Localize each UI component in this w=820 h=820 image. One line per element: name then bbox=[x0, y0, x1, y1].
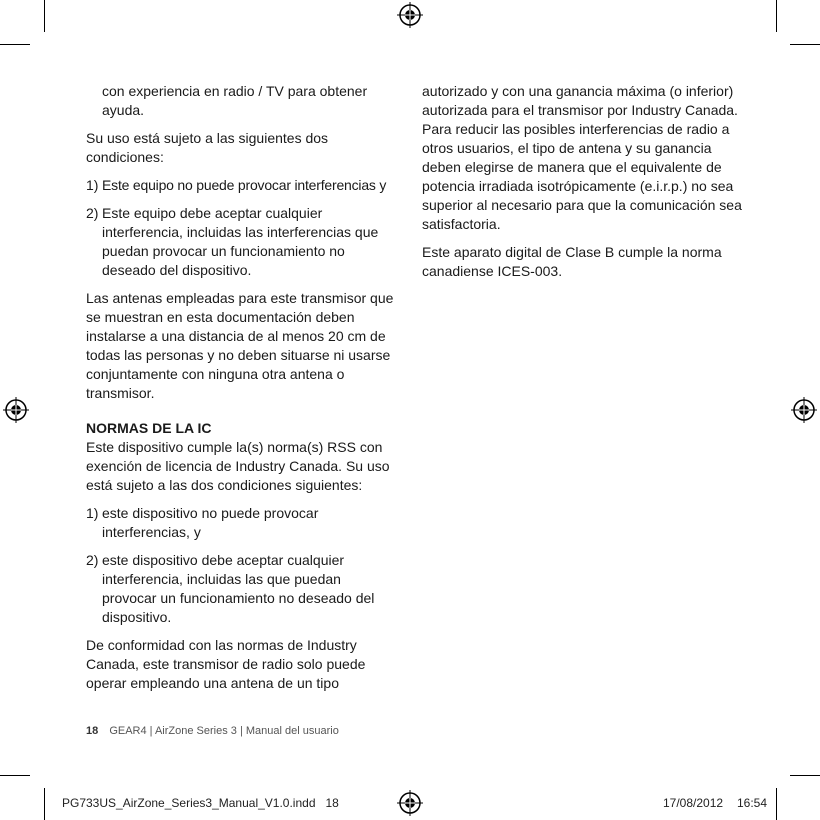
slug-date: 17/08/2012 bbox=[663, 796, 724, 810]
left-column bbox=[86, 82, 398, 702]
class-b-paragraph: Este aparato digital de Clase B cumple la norma canadiense ICES-003. bbox=[422, 244, 722, 279]
registration-mark-right-icon bbox=[791, 397, 817, 423]
slug-filename: PG733US_AirZone_Series3_Manual_V1.0.indd 18 bbox=[62, 796, 339, 810]
registration-mark-top-icon bbox=[397, 2, 423, 28]
continuation-text: con experiencia en radio / TV para obtener ayuda. bbox=[102, 83, 368, 118]
page-footer bbox=[86, 725, 339, 737]
antennas-paragraph: Las antenas empleadas para este transmisor que se muestran en esta documentación deben instalarse a una distancia de al menos 20 cm de todas las personas y no deben situarse ni usarse conjuntamente con ninguna otra antena o transmisor. bbox=[86, 290, 394, 401]
right-column bbox=[422, 82, 742, 290]
list-text: este dispositivo debe aceptar cualquier interferencia, incluidas las que puedan provocar un funcionamiento no deseado del dispositivo. bbox=[102, 552, 375, 625]
running-title: GEAR4 | AirZone Series 3 | Manual del usuario bbox=[109, 725, 339, 737]
condition-item-1 bbox=[86, 176, 398, 195]
right-continuation-paragraph: autorizado y con una ganancia máxima (o inferior) autorizada para el transmisor por Industry Canada. Para reducir las posibles interferencias de radio a otros usuarios, el tipo de antena y su ganancia deben elegirse de manera que el equivalente de potencia irradiada isotrópicamente (e.i.r.p.) no sea superior al necesario para que la comunicación sea satisfactoria. bbox=[422, 83, 742, 232]
crop-mark-bottom-right-v bbox=[776, 788, 777, 820]
list-number: 1) bbox=[86, 177, 99, 193]
conformity-paragraph: De conformidad con las normas de Industry Canada, este transmisor de radio solo puede operar empleando una antena de un tipo bbox=[86, 637, 366, 691]
list-text: este dispositivo no puede provocar interferencias, y bbox=[102, 505, 319, 540]
crop-mark-top-left-h bbox=[0, 44, 30, 45]
ic-condition-item-2 bbox=[86, 551, 398, 627]
ic-heading: NORMAS DE LA IC bbox=[86, 420, 212, 436]
list-text: Este equipo debe aceptar cualquier interferencia, incluidas las interferencias que puedan provocar un funcionamiento no deseado del dispositivo. bbox=[102, 205, 379, 278]
page-number: 18 bbox=[86, 725, 99, 737]
crop-mark-top-right-v bbox=[776, 0, 777, 32]
ic-condition-item-1 bbox=[86, 504, 398, 542]
list-number: 2) bbox=[86, 205, 99, 221]
slug-time: 16:54 bbox=[737, 796, 768, 810]
registration-mark-bottom-icon bbox=[397, 790, 423, 816]
crop-mark-top-left-v bbox=[44, 0, 45, 32]
registration-mark-left-icon bbox=[3, 397, 29, 423]
crop-mark-bottom-left-v bbox=[44, 788, 45, 820]
list-number: 2) bbox=[86, 552, 99, 568]
list-number: 1) bbox=[86, 505, 99, 521]
crop-mark-bottom-left-h bbox=[0, 775, 30, 776]
condition-item-2 bbox=[86, 204, 398, 280]
crop-mark-top-right-h bbox=[790, 44, 820, 45]
ic-intro-paragraph: Este dispositivo cumple la(s) norma(s) RSS con exención de licencia de Industry Canada. Su uso está sujeto a las dos condiciones siguientes: bbox=[86, 439, 390, 493]
conditions-intro: Su uso está sujeto a las siguientes dos condiciones: bbox=[86, 130, 329, 165]
list-text: Este equipo no puede provocar interferencias y bbox=[102, 177, 387, 193]
crop-mark-bottom-right-h bbox=[790, 775, 820, 776]
